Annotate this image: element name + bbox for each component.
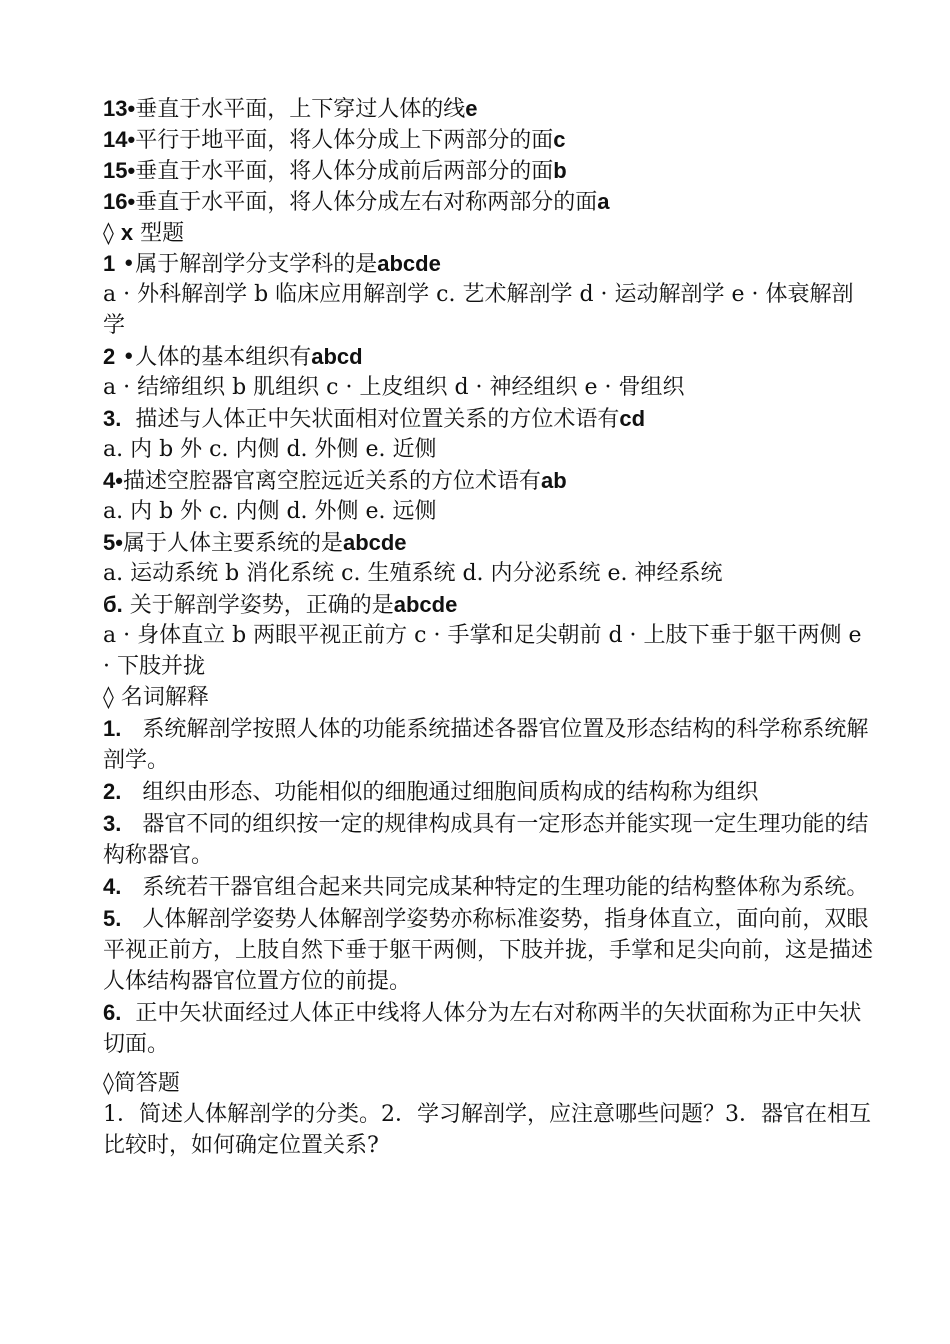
question-16 <box>103 186 873 217</box>
term-number: 5. <box>103 906 122 931</box>
x-question-4-options: a. 内 b 外 c. 内侧 d. 外侧 e. 远侧 <box>103 499 437 524</box>
x-question-3-options: a. 内 b 外 c. 内侧 d. 外侧 e. 近侧 <box>103 437 437 462</box>
section-heading-terms <box>103 682 873 713</box>
x-question-5-options: a. 运动系统 b 消化系统 c. 生殖系统 d. 内分泌系统 e. 神经系统 <box>103 561 723 586</box>
x-question-3 <box>103 403 873 434</box>
term-text: 正中矢状面经过人体正中线将人体分为左右对称两半的矢状面称为正中矢状切面。 <box>103 1001 862 1057</box>
term-3 <box>103 808 873 871</box>
x-question-1 <box>103 248 873 279</box>
term-4 <box>103 871 873 903</box>
question-13 <box>103 93 873 124</box>
question-number: 3. <box>103 406 122 431</box>
section-heading-short <box>103 1068 873 1099</box>
term-number: 2. <box>103 779 122 804</box>
short-answer-questions: 1．简述人体解剖学的分类。2．学习解剖学，应注意哪些问题？3．器官在相互比较时，如何确定位置关系? <box>103 1102 871 1158</box>
question-text: 平行于地平面，将人体分成上下两部分的面 <box>135 128 554 153</box>
question-number: 4• <box>103 468 123 493</box>
term-1 <box>103 713 873 776</box>
question-number: 13• <box>103 96 136 121</box>
diamond-icon: ◊ <box>103 221 114 246</box>
question-number: б. <box>103 592 123 617</box>
term-number: 1. <box>103 716 122 741</box>
question-number: 16• <box>103 189 136 214</box>
question-number: 5• <box>103 530 123 555</box>
diamond-icon: ◊ <box>103 1071 114 1096</box>
section-heading-x <box>103 217 873 248</box>
question-15 <box>103 155 873 186</box>
answer: c <box>553 127 566 152</box>
x-question-2-options: a · 结缔组织 b 肌组织 c · 上皮组织 d · 神经组织 e · 骨组织 <box>103 375 685 400</box>
question-text: 描述与人体正中矢状面相对位置关系的方位术语有 <box>135 407 620 432</box>
question-number: 14• <box>103 127 136 152</box>
question-text: 属于人体主要系统的是 <box>122 531 343 556</box>
term-6 <box>103 997 873 1060</box>
section-title: 名词解释 <box>120 685 209 710</box>
term-5 <box>103 903 873 997</box>
x-question-1-options: a · 外科解剖学 b 临床应用解剖学 c. 艺术解剖学 d · 运动解剖学 e · 体衰解剖学 <box>103 282 854 338</box>
question-text: 关于解剖学姿势，正确的是 <box>129 593 394 618</box>
x-question-4 <box>103 465 873 496</box>
answer: abcd <box>311 344 363 369</box>
term-text: 系统解剖学按照人体的功能系统描述各器官位置及形态结构的科学称系统解剖学。 <box>103 717 869 773</box>
section-title: 简答题 <box>113 1071 180 1096</box>
answer: abcde <box>377 251 441 276</box>
section-letter: x <box>120 220 134 245</box>
spacer <box>103 1060 873 1068</box>
question-text: 垂直于水平面，将人体分成左右对称两部分的面 <box>135 190 598 215</box>
term-number: 4. <box>103 874 122 899</box>
x-question-5 <box>103 527 873 558</box>
term-number: 3. <box>103 811 122 836</box>
question-text: 垂直于水平面，将人体分成前后两部分的面 <box>135 159 554 184</box>
x-question-6 <box>103 589 873 620</box>
question-text: •人体的基本组织有 <box>122 345 312 370</box>
question-text: 描述空腔器官离空腔远近关系的方位术语有 <box>122 469 541 494</box>
question-text: •属于解剖学分支学科的是 <box>122 252 378 277</box>
x-question-6-options: a · 身体直立 b 两眼平视正前方 c · 手掌和足尖朝前 d · 上肢下垂于躯干两侧 e · 下肢并拢 <box>103 623 862 679</box>
question-14 <box>103 124 873 155</box>
term-2 <box>103 776 873 808</box>
answer: abcde <box>393 592 458 617</box>
answer: abcde <box>342 530 407 555</box>
term-number: 6. <box>103 1000 122 1025</box>
question-number: 1 <box>103 251 116 276</box>
section-title: 型题 <box>140 221 185 246</box>
question-number: 2 <box>103 344 116 369</box>
answer: e <box>465 96 478 121</box>
term-text: 人体解剖学姿势人体解剖学姿势亦称标准姿势，指身体直立，面向前，双眼平视正前方，上肢自然下垂于躯干两侧，下肢并拢，手掌和足尖向前，这是描述人体结构器官位置方位的前提。 <box>103 907 874 994</box>
answer: cd <box>619 406 646 431</box>
x-question-2 <box>103 341 873 372</box>
answer: a <box>597 189 610 214</box>
term-text: 器官不同的组织按一定的规律构成具有一定形态并能实现一定生理功能的结构称器官。 <box>103 812 869 868</box>
answer: b <box>553 158 567 183</box>
question-number: 15• <box>103 158 136 183</box>
document-page <box>103 93 873 1161</box>
term-text: 系统若干器官组合起来共同完成某种特定的生理功能的结构整体称为系统。 <box>142 875 869 900</box>
answer: ab <box>540 468 567 493</box>
question-text: 垂直于水平面，上下穿过人体的线 <box>135 97 466 122</box>
diamond-icon: ◊ <box>103 685 114 710</box>
term-text: 组织由形态、功能相似的细胞通过细胞间质构成的结构称为组织 <box>142 780 759 805</box>
